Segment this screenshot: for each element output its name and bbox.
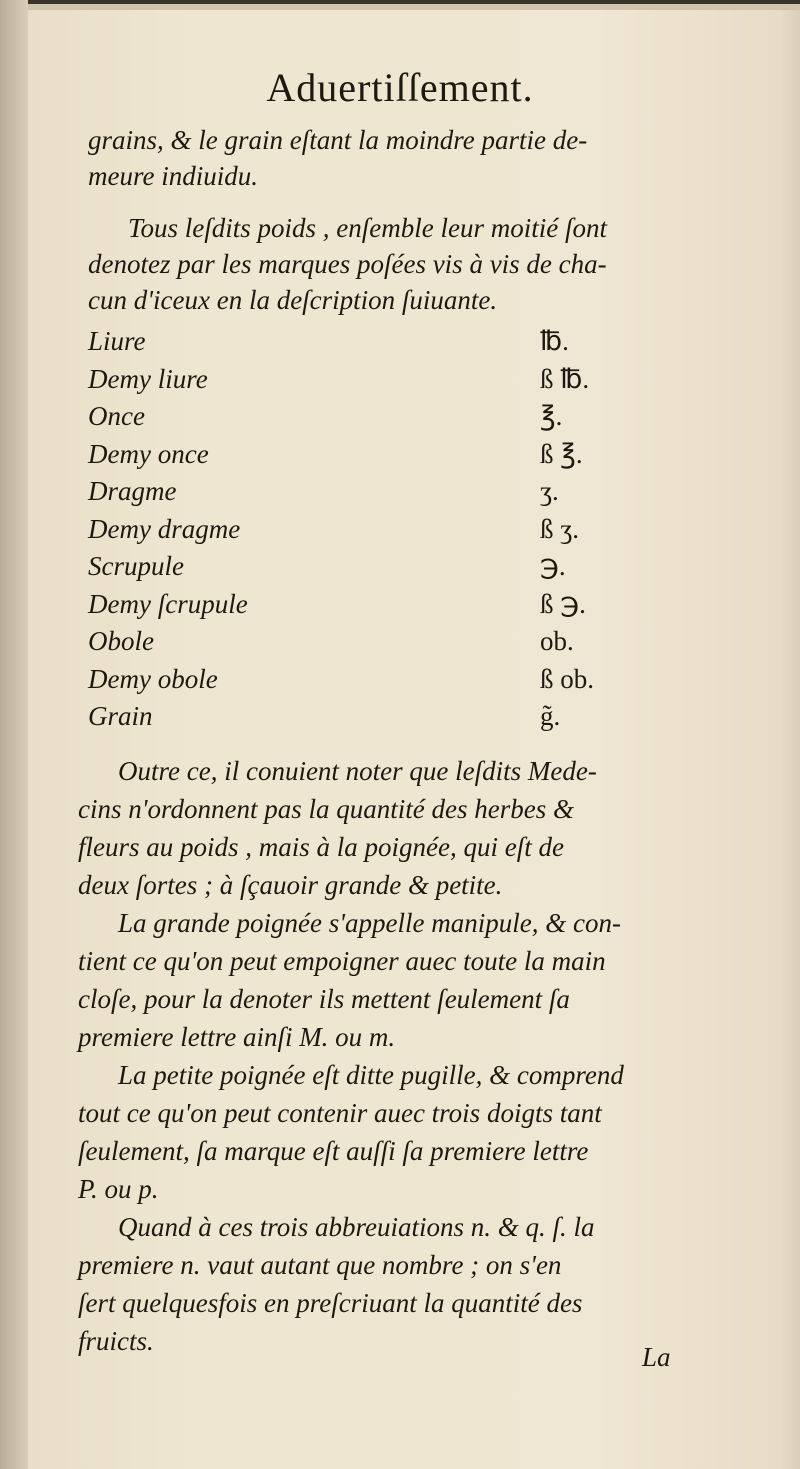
weight-mark: ob.: [540, 626, 574, 656]
text-line: P. ou p.: [78, 1174, 159, 1204]
paragraph-2: [88, 210, 688, 318]
page-top-edge: [0, 0, 800, 10]
text-line: Tous leſdits poids , enſemble leur moitié ſont: [128, 213, 607, 243]
weight-row: [88, 701, 648, 739]
text-line: cun d'iceux en la deſcription ſuiuante.: [88, 285, 498, 315]
text-line: denotez par les marques poſées vis à vis de cha-: [88, 249, 607, 279]
weight-mark: ℥.: [540, 401, 563, 431]
weight-name: Obole: [88, 626, 154, 656]
weight-mark: ß ℔.: [540, 363, 590, 394]
text-line: ſert quelquesfois en preſcriuant la quantité des: [78, 1288, 583, 1318]
weight-name: Once: [88, 401, 145, 431]
weight-mark: ℔.: [540, 326, 569, 356]
text-line: premiere n. vaut autant que nombre ; on s'en: [78, 1250, 562, 1280]
text-line: Outre ce, il conuient noter que leſdits Mede-: [118, 756, 597, 786]
weight-mark: ß ob.: [540, 663, 594, 694]
paragraph-1: [88, 122, 688, 194]
weight-row: [88, 476, 648, 514]
text-line: La petite poignée eſt ditte pugille, & comprend: [118, 1060, 624, 1090]
text-line: premiere lettre ainſi M. ou m.: [78, 1022, 396, 1052]
text-line: meure indiuidu.: [88, 161, 258, 191]
text-line: La grande poignée s'appelle manipule, & con-: [118, 908, 621, 938]
weight-name: Demy obole: [88, 663, 218, 694]
weight-mark: ʒ.: [540, 476, 559, 506]
text-line: fleurs au poids , mais à la poignée, qui eſt de: [78, 832, 564, 862]
weight-name: Dragme: [88, 476, 177, 506]
weight-name: Demy dragme: [88, 513, 241, 544]
weight-row: [88, 664, 648, 702]
weight-row: [88, 439, 648, 477]
page-gutter: [0, 0, 28, 1469]
text-line: ſeulement, ſa marque eſt auſſi ſa premiere lettre: [78, 1136, 589, 1166]
weight-mark: ß ℥.: [540, 438, 583, 469]
weight-row: [88, 326, 648, 364]
weight-row: [88, 551, 648, 589]
weight-mark: ℈.: [540, 551, 566, 581]
catchword: La: [642, 1342, 671, 1372]
weight-row: [88, 626, 648, 664]
text-line: Quand à ces trois abbreuiations n. & q. ſ. la: [118, 1212, 595, 1242]
weight-mark: ß ʒ.: [540, 513, 579, 544]
weight-name: Grain: [88, 701, 153, 731]
weight-name: Scrupule: [88, 551, 184, 581]
text-line: deux ſortes ; à ſçauoir grande & petite.: [78, 870, 503, 900]
weight-mark: g̃.: [540, 701, 561, 731]
weight-row: [88, 589, 648, 627]
weight-name: Demy ſcrupule: [88, 588, 248, 619]
text-line: tout ce qu'on peut contenir auec trois doigts tant: [78, 1098, 602, 1128]
running-head: Aduertiſſement.: [266, 65, 534, 110]
body-paragraphs: [78, 752, 688, 1360]
weights-table: [88, 326, 648, 739]
weight-name: Demy liure: [88, 363, 208, 394]
weight-name: Demy once: [88, 438, 209, 469]
text-line: tient ce qu'on peut empoigner auec toute la main: [78, 946, 606, 976]
weight-row: [88, 401, 648, 439]
weight-name: Liure: [88, 326, 146, 356]
text-line: fruicts.: [78, 1326, 154, 1356]
text-line: cloſe, pour la denoter ils mettent ſeulement ſa: [78, 984, 570, 1014]
weight-row: [88, 364, 648, 402]
text-line: grains, & le grain eſtant la moindre partie de-: [88, 125, 588, 155]
text-line: cins n'ordonnent pas la quantité des herbes &: [78, 794, 574, 824]
weight-row: [88, 514, 648, 552]
weight-mark: ß ℈.: [540, 588, 586, 619]
